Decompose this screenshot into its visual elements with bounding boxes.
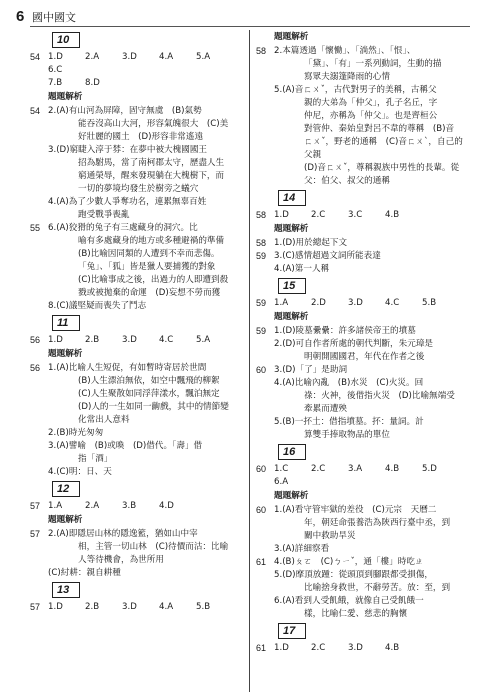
analysis-block [256,325,468,364]
right-column [256,30,468,655]
analysis-line: 4.(A)第一人稱 [274,264,330,274]
page-ref: 60 [256,505,267,515]
answer-row [256,642,468,655]
answer: 3.D [348,298,363,308]
answer: 8.D [85,78,100,88]
analysis-line: 祿：火神，後借指火災 (D)比喻無端受 [304,391,455,401]
page-ref: 54 [30,52,41,62]
page-ref: 58 [256,46,267,56]
page-ref: 56 [30,363,41,373]
book-title: 國中國文 [32,11,76,24]
answer: 3.D [348,643,363,653]
answer: 4.C [385,298,400,308]
analysis-line: 2.(B)時光匆匆 [48,428,104,438]
analysis-line: 招為駙馬，當了南柯郡太守，歷盡人生 [78,158,225,168]
analysis-line: 2.(D)可自作者所處的朝代判斷，朱元璋是 [274,339,434,349]
analysis-line: 年，朝廷命張養浩為陝西行臺中丞，到 [304,518,451,528]
answer: 2.A [85,52,100,62]
page-ref: 60 [256,464,267,474]
analysis-heading: 題題解析 [274,32,309,42]
page-ref: 58 [256,210,267,220]
analysis-line: 能吞沒高山大河，形容氣魄很大 (C)美 [78,119,229,129]
answer: 1.D [274,210,289,220]
analysis-line: 「兔」、「狐」皆是獵人要捕獲的對象 [78,262,216,272]
analysis-heading: 題題解析 [274,224,309,234]
answer-row [256,463,468,489]
answer: 2.C [311,464,326,474]
answer: 3.D [122,52,137,62]
answer: 1.D [48,335,63,345]
answer: 5.B [196,602,211,612]
answer: 1.D [48,602,63,612]
page-ref: 61 [256,557,267,567]
page-ref: 60 [256,365,267,375]
analysis-line: 5.(D)摩頂放踵：從頭頂到腳跟都受損傷， [274,570,434,580]
analysis-heading: 題題解析 [48,515,83,525]
answer: 2.B [85,602,100,612]
analysis-line: 親的大弟為「仲父」，孔子名丘，字 [304,98,438,108]
answer: 4.C [159,335,174,345]
page-ref: 57 [30,501,41,511]
analysis-line: 樣，比喻仁愛、慈悲的胸懷 [304,609,408,619]
section-label: 14 [278,190,306,206]
analysis-line: 2.(A)即隱居山林的隱逸籃，猶如山中宰 [48,529,198,539]
analysis-line: 1.(A)看守管牢獄的差役 (C)元宗 天曆二 [274,505,437,515]
analysis-line: ㄈㄨˇ，野老的通稱 (C)音ㄈㄨˋ，自己的父親 [304,137,463,160]
analysis-line: 6.(A)狡猾的兔子有三處藏身的洞穴。比 [48,223,198,233]
answer: 7.B [48,78,63,88]
answer: 4.B [385,643,400,653]
analysis-block [256,364,468,442]
analysis-line: 5.(B)一抔土：借指墳墓。抔：量詞。計 [274,417,424,427]
analysis-line: 2.本篇透過「懷慟」、「淌然」、「恨」、 [274,46,416,56]
answer: 4.B [385,464,400,474]
analysis-line: 人等待機會，為世所用 [78,555,164,565]
analysis-line: 算雙手捧取物品的單位 [304,430,390,440]
analysis-line: 4.(B)ㄆㄛ (C)ㄅㄧˇ，通「樓」時吃ㄓ [274,557,424,567]
left-column [30,30,242,614]
page-ref: 54 [30,106,41,116]
analysis-block [30,362,242,479]
analysis-line: (D)人的一生如同一齣戲，其中的情節變 [78,402,229,412]
analysis-line: 1.(A)比喻人生短促，有如暫時寄居於世間 [48,363,207,373]
analysis-line: (B)比喻因同類的人遭到不幸而悲傷。 [78,249,220,259]
answer: 3.A [348,464,363,474]
section-label: 15 [278,278,306,294]
analysis-line: 3.(C)感情超過文詞所能表達 [274,251,381,261]
page-ref: 59 [256,298,267,308]
answer-row [30,51,242,90]
answer: 2.C [311,210,326,220]
analysis-heading: 題題解析 [48,349,83,359]
analysis-line: 一切的夢境均發生於樹旁之蟻穴 [78,184,199,194]
analysis-line: 4.(A)比喻內亂 (B)水災 (C)火災。回 [274,378,424,388]
answer: 4.D [159,501,174,511]
answer: 1.A [48,501,63,511]
answer: 3.D [122,335,137,345]
section-label: 11 [52,315,80,331]
page-ref: 61 [256,643,267,653]
page-ref: 55 [30,223,41,233]
analysis-line: 4.(C)明：日、天 [48,467,112,477]
analysis-line: 窮通榮辱，醒來發現躺在大槐樹下，而 [78,171,225,181]
page-ref: 56 [30,335,41,345]
analysis-line: 化常出人意料 [78,415,130,425]
analysis-line: 牽累而遭殃 [304,404,347,414]
answer: 5.A [196,52,211,62]
analysis-line: 3.(D)窮睫入淳于棼：在夢中被大槐國國王 [48,145,208,155]
analysis-line: 1.(D)用於總起下文 [274,238,348,248]
analysis-line: 4.(A)為了少數人爭奪功名，連累無辜百姓 [48,197,207,207]
page-ref: 57 [30,602,41,612]
analysis-line-row [256,263,468,276]
section-label: 17 [278,623,306,639]
analysis-line: (C)人生聚散如同浮萍漾水，飄泊無定 [78,389,220,399]
page-ref: 59 [256,251,267,261]
answer-row [30,601,242,614]
analysis-block [256,504,468,556]
analysis-line: 2.(A)有山河為屏障，固守無虞 (B)氣勢 [48,106,202,116]
page-ref [256,263,274,276]
section-label: 13 [52,582,80,598]
analysis-block [256,556,468,621]
analysis-heading: 題題解析 [274,491,309,501]
header-rule [30,26,470,27]
analysis-line: 1.(D)陵墓纍纍：許多諸侯帝王的墳墓 [274,326,416,336]
analysis-line: (C)紂耕：親自耕種 [48,568,121,578]
analysis-heading: 題題解析 [48,92,83,102]
answer-row [256,297,468,310]
analysis-line: 3.(A)詳細察看 [274,544,330,554]
analysis-line: 戮或被拋棄的命運 (D)妄想不勞而獲 [78,288,221,298]
analysis-line: 好壯麗的國土 (D)形容非常遙遠 [78,132,204,142]
analysis-line: 3.(A)譬喻 (B)或喚 (D)借代。「壽」借 [48,441,203,451]
analysis-line-row [256,237,468,250]
page-ref: 57 [30,529,41,539]
page-header [0,0,492,30]
answer: 4.A [159,52,174,62]
analysis-line: 「黛」、「有」一系列動詞，生動的描 [304,59,442,69]
answer: 1.D [48,52,63,62]
answer: 4.A [159,602,174,612]
analysis-line: (B)人生漂泊無依，如空中飄飛的柳絮 [78,376,220,386]
analysis-block [256,45,468,188]
answer-row [30,334,242,347]
answer: 6.A [274,477,289,487]
analysis-line: 喻有多處藏身的地方或多種避禍的準備 [78,236,225,246]
analysis-line: 跑受戰爭喪亂 [78,210,130,220]
analysis-line: 關中救助旱災 [304,531,356,541]
analysis-line: 8.(C)議堅疑而喪失了鬥志 [48,301,147,311]
analysis-line: 相，主管一切山林 (C)待價而沽：比喻 [78,542,229,552]
answer: 2.C [311,643,326,653]
analysis-line: 指「酒」 [78,454,113,464]
analysis-block [30,105,242,222]
analysis-line: 對管仲、秦始皇對呂不韋的尊稱 (B)音 [304,124,455,134]
answer: 3.D [122,602,137,612]
analysis-line: (D)音ㄈㄨˇ，尊稱親族中男性的長輩。從 [304,163,460,173]
answer: 6.C [48,65,63,75]
answer: 1.D [274,643,289,653]
answer: 4.B [385,210,400,220]
analysis-line: 比喻捨身救世，不辭勞苦。放：至，到 [304,583,451,593]
page-number: 6 [16,8,25,25]
section-label: 10 [52,32,80,48]
analysis-block [30,222,242,313]
answer-row [30,500,242,513]
analysis-heading: 題題解析 [274,312,309,322]
answer: 2.B [85,335,100,345]
answer: 3.B [122,501,137,511]
answer: 5.A [196,335,211,345]
section-label: 16 [278,444,306,460]
answer: 1.A [274,298,289,308]
page-ref: 58 [256,238,267,248]
answer: 2.A [85,501,100,511]
answer: 5.D [422,464,437,474]
analysis-line: 6.(A)看到人受飢餓，就像自己受飢餓一 [274,596,424,606]
answer: 5.B [422,298,437,308]
analysis-line-row [256,250,468,263]
answer: 2.D [311,298,326,308]
answer: 1.C [274,464,289,474]
answer-row [256,209,468,222]
analysis-line: 明朝開國國君，年代在作者之後 [304,352,425,362]
column-divider [249,30,250,692]
answer: 3.C [348,210,363,220]
analysis-line: 3.(D)「了」是助詞 [274,365,348,375]
analysis-line: 仲尼，亦稱為「仲父」。也是齊桓公 [304,111,438,121]
page-ref: 59 [256,326,267,336]
analysis-line: 父：伯父、叔父的通稱 [304,176,390,186]
section-label: 12 [52,481,80,497]
analysis-line: 寫眾夫溺篷降雨的心情 [304,72,390,82]
analysis-line: 5.(A)音ㄈㄨˇ，古代對男子的美稱，古稱父 [274,85,437,95]
analysis-block [30,528,242,580]
analysis-line: (C)比喻事成之後，出過力的人即遭到殺 [78,275,229,285]
